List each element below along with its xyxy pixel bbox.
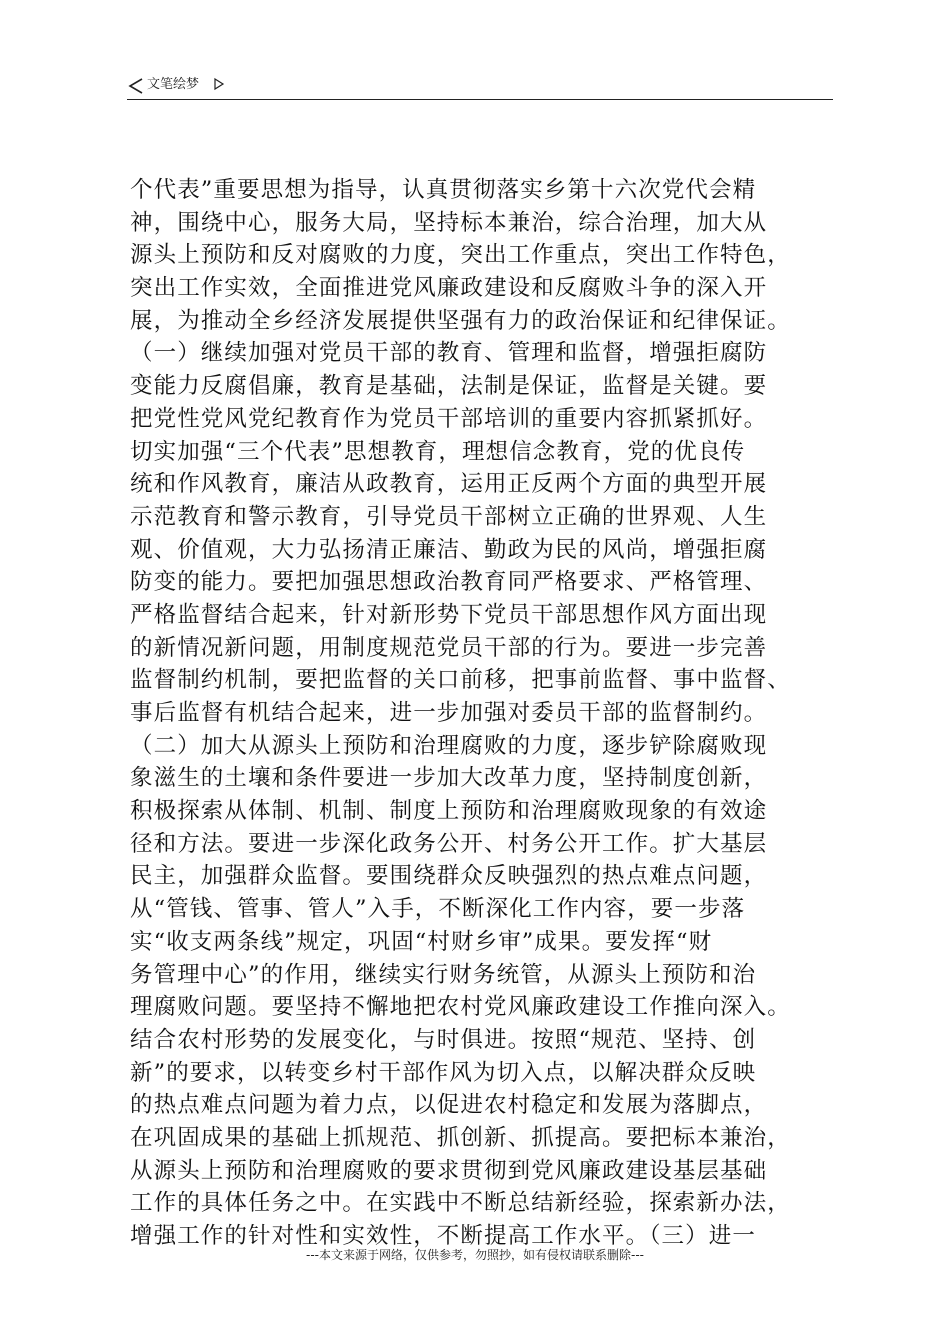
body-line: 切实加强“三个代表”思想教育，理想信念教育，党的优良传 — [130, 438, 746, 465]
body-line: 民主，加强群众监督。要围绕群众反映强烈的热点难点问题， — [130, 863, 768, 890]
body-line: 把党性党风党纪教育作为党员干部培训的重要内容抓紧抓好。 — [130, 405, 768, 432]
body-line: 神，围绕中心，服务大局，坚持标本兼治，综合治理，加大从 — [130, 209, 768, 236]
body-line: 增强工作的针对性和实效性，不断提高工作水平。（三）进一 — [130, 1223, 756, 1249]
body-line: （二）加大从源头上预防和治理腐败的力度，逐步铲除腐败现 — [130, 732, 768, 759]
body-line: 工作的具体任务之中。在实践中不断总结新经验，探索新办法， — [130, 1190, 791, 1217]
body-line: 事后监督有机结合起来，进一步加强对委员干部的监督制约。 — [130, 700, 768, 726]
body-line: 从“管钱、管事、管人”入手，不断深化工作内容，要一步落 — [130, 896, 746, 923]
page-header — [127, 73, 833, 100]
body-line: 严格监督结合起来，针对新形势下党员干部思想作风方面出现 — [130, 601, 768, 628]
body-line: 突出工作实效，全面推进党风廉政建设和反腐败斗争的深入开 — [130, 275, 768, 302]
body-line: （一）继续加强对党员干部的教育、管理和监督，增强拒腐防 — [130, 340, 768, 367]
document-body — [130, 174, 842, 1253]
body-line: 统和作风教育，廉洁从政教育，运用正反两个方面的典型开展 — [130, 471, 768, 498]
body-line: 理腐败问题。要坚持不懈地把农村党风廉政建设工作推向深入。 — [130, 994, 791, 1021]
page-footer: ---本文来源于网络，仅供参考，勿照抄，如有侵权请联系删除--- — [306, 1248, 644, 1262]
right-triangle-icon — [213, 77, 225, 91]
body-line: 个代表”重要思想为指导，认真贯彻落实乡第十六次党代会精 — [130, 177, 757, 203]
body-line: 防变的能力。要把加强思想政治教育同严格要求、严格管理、 — [130, 569, 768, 596]
body-line: 积极探索从体制、机制、制度上预防和治理腐败现象的有效途 — [130, 798, 768, 825]
header-brand: 文笔绘梦 — [147, 77, 200, 92]
body-line: 在巩固成果的基础上抓规范、抓创新、抓提高。要把标本兼治， — [130, 1124, 791, 1151]
body-line: 结合农村形势的发展变化，与时俱进。按照“规范、坚持、创 — [130, 1026, 757, 1053]
body-line: 变能力反腐倡廉，教育是基础，法制是保证，监督是关键。要 — [130, 373, 768, 400]
body-line: 源头上预防和反对腐败的力度，突出工作重点，突出工作特色， — [130, 242, 791, 269]
body-line: 实“收支两条线”规定，巩固“村财乡审”成果。要发挥“财 — [130, 928, 713, 955]
body-line: 展，为推动全乡经济发展提供坚强有力的政治保证和纪律保证。 — [130, 307, 791, 334]
body-line: 象滋生的土壤和条件要进一步加大改革力度，坚持制度创新， — [130, 765, 768, 792]
body-line: 径和方法。要进一步深化政务公开、村务公开工作。扩大基层 — [130, 830, 768, 857]
body-line: 新”的要求，以转变乡村干部作风为切入点，以解决群众反映 — [130, 1059, 757, 1086]
body-line: 的热点难点问题为着力点，以促进农村稳定和发展为落脚点， — [130, 1092, 768, 1119]
body-line: 的新情况新问题，用制度规范党员干部的行为。要进一步完善 — [130, 634, 768, 661]
body-line: 监督制约机制，要把监督的关口前移，把事前监督、事中监督、 — [130, 667, 791, 694]
body-line: 务管理中心”的作用，继续实行财务统管，从源头上预防和治 — [130, 961, 757, 988]
body-line: 观、价值观，大力弘扬清正廉洁、勤政为民的风尚，增强拒腐 — [130, 536, 768, 563]
body-line: 从源头上预防和治理腐败的要求贯彻到党风廉政建设基层基础 — [130, 1157, 768, 1184]
left-triangle-icon — [127, 77, 145, 95]
body-line: 示范教育和警示教育，引导党员干部树立正确的世界观、人生 — [130, 503, 768, 530]
